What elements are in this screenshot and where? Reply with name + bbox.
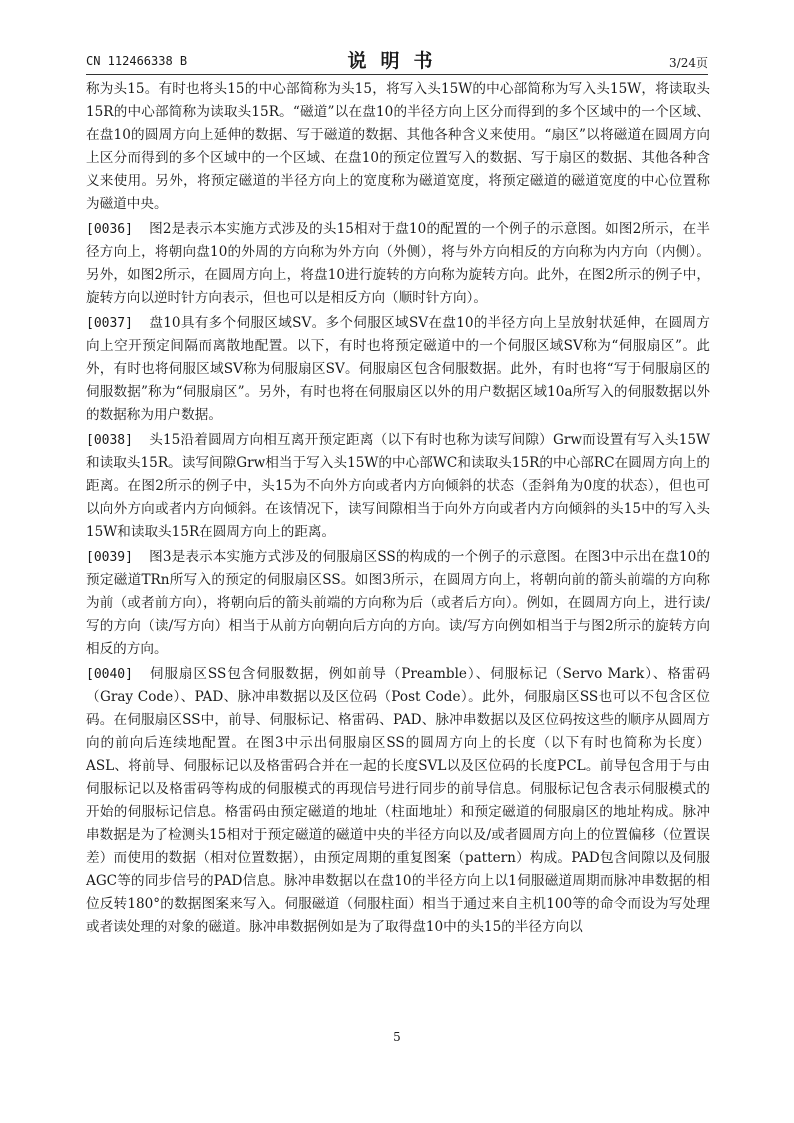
paragraph-number: [0037]: [86, 316, 133, 331]
paragraph-number: [0036]: [86, 222, 133, 237]
paragraph-0036: [86, 218, 710, 310]
paragraph-number: [0040]: [86, 667, 133, 682]
header-divider: [86, 74, 708, 75]
paragraph-text: 图2是表示本实施方式涉及的头15相对于盘10的配置的一个例子的示意图。如图2所示，在半径方向上，将朝向盘10的外周的方向称为外方向（外侧），将与外方向相反的方向称为内方向（内侧）。另外，如图2所示，在圆周方向上，将盘10进行旋转的方向称为旋转方向。此外，在图2所示的例子中，旋转方向以逆时针方向表示，但也可以是相反方向（顺时针方向）。: [86, 221, 710, 306]
document-title: 说明书: [347, 50, 447, 72]
paragraph-text: 伺服扇区SS包含伺服数据，例如前导（Preamble）、伺服标记（Servo Mark）、格雷码（Gray Code）、PAD、脉冲串数据以及区位码（Post Code）。此外，伺服扇区SS也可以不包含区位码。在伺服扇区SS中，前导、伺服标记、格雷码、PAD、脉冲串数据以及区位码按这些的顺序从圆周方向的前向后连续地配置。在图3中示出伺服扇区SS的圆周方向上的长度（以下有时也简称为长度）ASL、将前导、伺服标记以及格雷码合并在一起的长度SVL以及区位码的长度PCL。前导包含用于与由伺服标记以及格雷码等构成的伺服模式的再现信号进行同步的前导信息。伺服标记包含表示伺服模式的开始的伺服标记信息。格雷码由预定磁道的地址（柱面地址）和预定磁道的伺服扇区的地址构成。脉冲串数据是为了检测头15相对于预定磁道的磁道中央的半径方向以及/或者圆周方向上的位置偏移（位置误差）而使用的数据（相对位置数据），由预定周期的重复图案（pattern）构成。PAD包含间隙以及伺服AGC等的同步信号的PAD信息。脉冲串数据以在盘10的半径方向上以1伺服磁道周期而脉冲串数据的相位反转180°的数据图案来写入。伺服磁道（伺服柱面）相当于通过来自主机100等的命令而设为写处理或者读处理的对象的磁道。脉冲串数据例如是为了取得盘10中的头15的半径方向以: [86, 666, 710, 935]
page-indicator: 3/24页: [669, 56, 708, 70]
patent-number: CN 112466338 B: [86, 54, 188, 68]
page-header: [86, 40, 708, 74]
document-body: [86, 78, 710, 941]
page-footer: [0, 1030, 794, 1044]
page-number: 5: [393, 1030, 401, 1044]
paragraph-number: [0039]: [86, 550, 133, 565]
paragraph-text: 称为头15。有时也将头15的中心部简称为头15，将写入头15W的中心部简称为写入头15W，将读取头15R的中心部简称为读取头15R。“磁道”以在盘10的半径方向上区分而得到的多个区域中的一个区域、在盘10的圆周方向上延伸的数据、写于磁道的数据、其他各种含义来使用。“扇区”以将磁道在圆周方向上区分而得到的多个区域中的一个区域、在盘10的预定位置写入的数据、写于扇区的数据、其他各种含义来使用。另外，将预定磁道的半径方向上的宽度称为磁道宽度，将预定磁道的磁道宽度的中心位置称为磁道中央。: [86, 81, 710, 212]
paragraph-text: 头15沿着圆周方向相互离开预定距离（以下有时也称为读写间隙）Grw而设置有写入头15W和读取头15R。读写间隙Grw相当于写入头15W的中心部WC和读取头15R的中心部RC在圆周方向上的距离。在图2所示的例子中，头15为不向外方向或者内方向倾斜的状态（歪斜角为0度的状态），但也可以向外方向或者内方向倾斜。在该情况下，读写间隙相当于向外方向或者内方向倾斜的头15中的写入头15W和读取头15R在圆周方向上的距离。: [86, 432, 710, 540]
paragraph-continuation: [86, 78, 710, 216]
paragraph-text: 盘10具有多个伺服区域SV。多个伺服区域SV在盘10的半径方向上呈放射状延伸，在圆周方向上空开预定间隔而离散地配置。以下，有时也将预定磁道中的一个伺服区域SV称为“伺服扇区”。此外，有时也将伺服区域SV称为伺服扇区SV。伺服扇区包含伺服数据。此外，有时也将“写于伺服扇区的伺服数据”称为“伺服扇区”。另外，有时也将在伺服扇区以外的用户数据区域10a所写入的伺服数据以外的数据称为用户数据。: [86, 315, 710, 423]
paragraph-number: [0038]: [86, 433, 133, 448]
paragraph-0037: [86, 312, 710, 427]
paragraph-0039: [86, 546, 710, 661]
paragraph-0040: [86, 663, 710, 939]
paragraph-text: 图3是表示本实施方式涉及的伺服扇区SS的构成的一个例子的示意图。在图3中示出在盘10的预定磁道TRn所写入的预定的伺服扇区SS。如图3所示，在圆周方向上，将朝向前的箭头前端的方向称为前（或者前方向），将朝向后的箭头前端的方向称为后（或者后方向）。例如，在圆周方向上，进行读/写的方向（读/写方向）相当于从前方向朝向后方向的方向。读/写方向例如相当于与图2所示的旋转方向相反的方向。: [86, 549, 710, 657]
paragraph-0038: [86, 429, 710, 544]
